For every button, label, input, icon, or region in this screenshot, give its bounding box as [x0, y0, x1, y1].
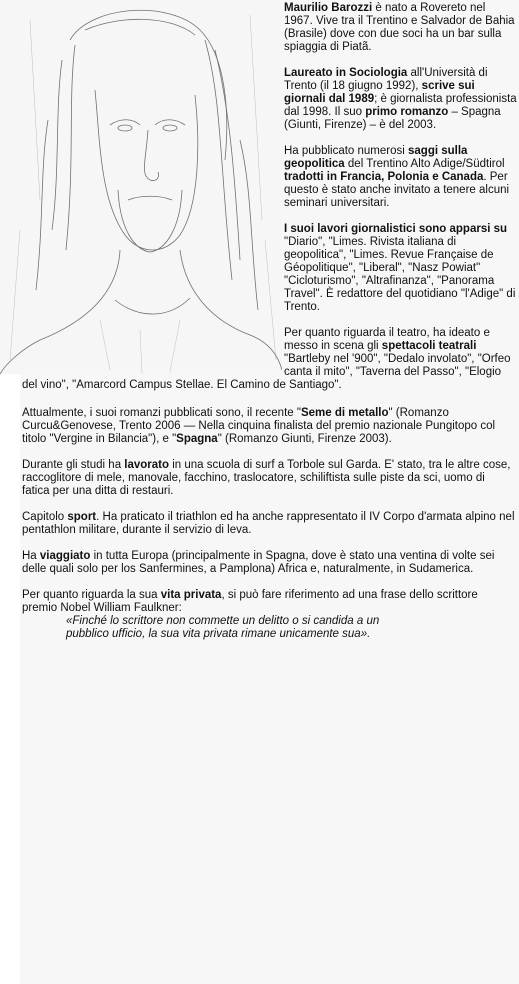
private-life-paragraph: Per quanto riguarda la sua vita privata, si può fare riferimento ad una frase dello scrittore premio Nobel William Faulkner: [22, 589, 478, 614]
sport-paragraph: Capitolo sport. Ha praticato il triathlon ed ha anche rappresentato il IV Corpo d'armata alpino nel pentathlon militare, durante il servizio di leva. [22, 511, 515, 536]
novels-paragraph: Attualmente, i suoi romanzi pubblicati sono, il recente "Seme di metallo" (Romanzo Curcu&Genovese, Trento 2006 — Nella cinquina finalista del premio nazionale Pungitopo col titolo "Vergine in Bilancia"), e "Spagna" (Romanzo Giunti, Firenze 2003). [22, 407, 496, 445]
essays-paragraph: Ha pubblicato numerosi saggi sulla geopolitica del Trentino Alto Adige/Südtirol tradotti in Francia, Polonia e Canada. Per questo è stato anche invitato a tenere alcuni seminari universitari. [284, 145, 510, 209]
work-paragraph: Durante gli studi ha lavorato in una scuola di surf a Torbole sul Garda. E' stato, tra le altre cose, raccoglitore di mele, manovale, facchino, traslocatore, schiliftista sulle piste da sci, uomo di fatica per una ditta di restauri. [22, 459, 511, 497]
theatre-paragraph: Per quanto riguarda il teatro, ha ideato e messo in scena gli spettacoli teatrali "Bartleby nel '900", "Dedalo involato", "Orfeo canta il mito", "Taverna del Passo", "Elogio del vino", "Amarcord Campus Stellae. El Camino de Santiago". [22, 327, 511, 391]
intro-paragraph: Maurilio Barozzi è nato a Rovereto nel 1967. Vive tra il Trentino e Salvador de Bahia (Brasile) dove con due soci ha un bar sulla spiaggia di Piatã. [284, 2, 515, 53]
travel-paragraph: Ha viaggiato in tutta Europa (principalmente in Spagna, dove è stato una ventina di volte sei delle quali solo per los Sanfermines, a Pamplona) Africa e, naturalmente, in Sudamerica. [22, 550, 495, 575]
faulkner-quote: «Finché lo scrittore non commette un delitto o si candida a un pubblico ufficio, la sua vita privata rimane unicamente sua». [66, 615, 380, 640]
education-paragraph: Laureato in Sociologia all'Università di Trento (il 18 giugno 1992), scrive sui giornali dal 1989; è giornalista professionista dal 1998. Il suo primo romanzo – Spagna (Giunti, Firenze) – è del 2003. [284, 67, 517, 131]
journalism-paragraph: I suoi lavori giornalistici sono apparsi su "Diario", "Limes. Rivista italiana di geopolitica", "Limes. Revue Française de Géopolitique", "Liberal", "Nasz Powiat" "Cicloturismo", "Altrafinanza", "Panorama Travel". È redattore del quotidiano "l'Adige" di Trento. [284, 223, 516, 313]
author-name: Maurilio Barozzi [284, 2, 373, 14]
portrait-spacer [0, 0, 284, 376]
